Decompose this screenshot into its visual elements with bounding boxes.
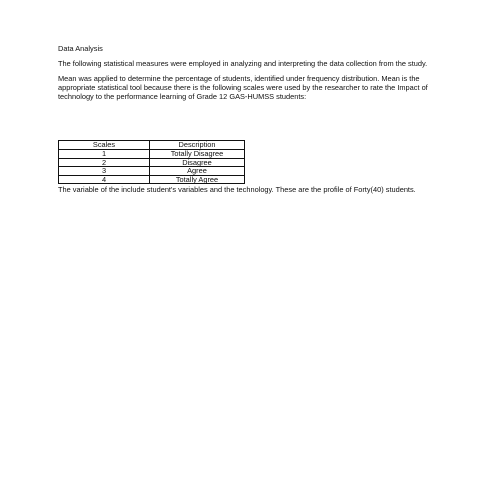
table-row <box>59 175 245 184</box>
paragraph-intro: The following statistical measures were employed in analyzing and interpreting the data collection from the study. <box>58 59 428 69</box>
scale-description: Totally Disagree <box>150 150 245 159</box>
scale-description: Disagree <box>150 158 245 167</box>
document-body <box>58 44 448 195</box>
header-description: Description <box>150 141 245 150</box>
blank-space <box>58 106 448 140</box>
scale-value: 4 <box>59 175 150 184</box>
scale-description: Agree <box>150 167 245 176</box>
scale-value: 3 <box>59 167 150 176</box>
section-heading: Data Analysis <box>58 44 103 53</box>
scale-value: 1 <box>59 150 150 159</box>
paragraph-mean: Mean was applied to determine the percentage of students, identified under frequency distribution. Mean is the appropriate statistical tool because there is the following scales were used by the researcher to rate the Impact of technology to the performance learning of Grade 12 GAS-HUMSS students: <box>58 73 428 102</box>
table-row <box>59 150 245 159</box>
scale-description: Totally Agree <box>150 175 245 184</box>
scales-table <box>58 140 245 184</box>
header-scales: Scales <box>59 141 150 150</box>
scale-value: 2 <box>59 158 150 167</box>
table-row <box>59 158 245 167</box>
closing-paragraph: The variable of the include student's variables and the technology. These are the profile of Forty(40) students. <box>58 185 416 195</box>
